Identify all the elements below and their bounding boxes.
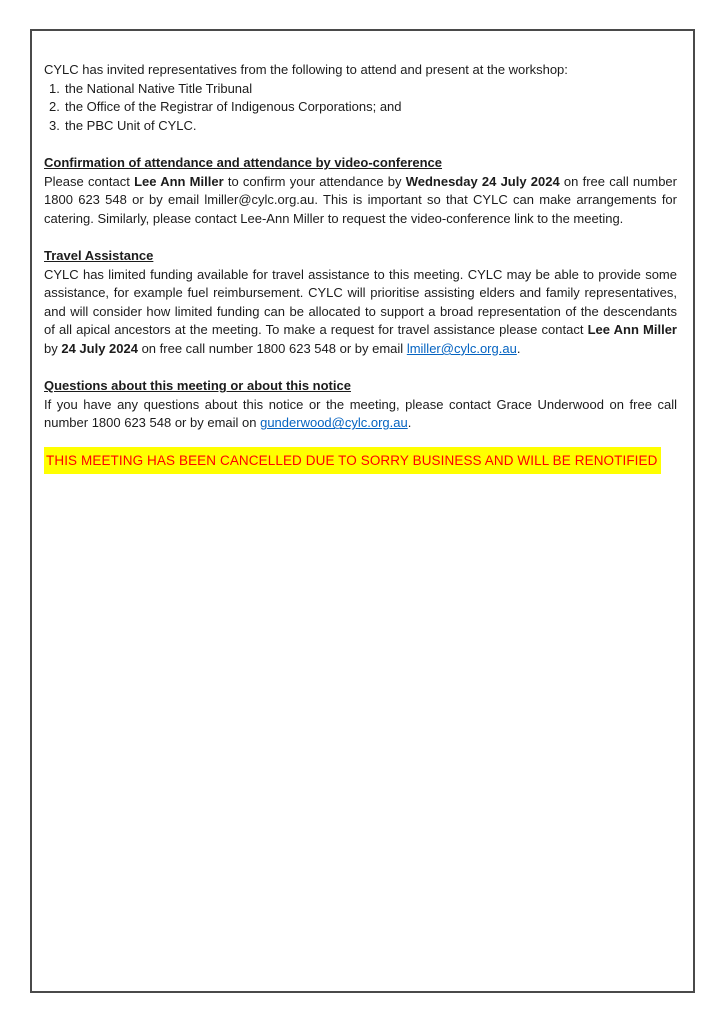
travel-deadline: 24 July 2024 — [61, 340, 138, 356]
page-border — [30, 29, 695, 993]
questions-section — [44, 377, 677, 433]
paragraph-text: If you have any questions about this notice or the meeting, please contact Grace Underwood on free call number 1800 623 548 or by email on — [44, 396, 677, 431]
paragraph-text: . — [516, 340, 521, 356]
list-number: 2. — [49, 99, 60, 115]
confirmation-heading: Confirmation of attendance and attendance by video-conference — [44, 154, 443, 170]
paragraph-text: CYLC has limited funding available for travel assistance to this meeting. CYLC may be able to provide some assistance, for example fuel reimbursement. CYLC will prioritise assisting elders and family representatives, and will consider how limited funding can be allocated to support a broad representation of the descendants of all apical ancestors at the meeting. To make a request for travel assistance please contact — [44, 266, 677, 338]
invitee-item — [44, 117, 677, 136]
travel-paragraph — [44, 266, 677, 359]
list-number: 3. — [49, 117, 60, 133]
invitee-item-label: the Office of the Registrar of Indigenous Corporations; and — [65, 99, 402, 115]
invitee-item — [44, 98, 677, 117]
invitee-item-label: the National Native Title Tribunal — [65, 80, 253, 96]
travel-heading: Travel Assistance — [44, 247, 154, 263]
invitee-item-label: the PBC Unit of CYLC. — [65, 117, 197, 133]
questions-paragraph — [44, 396, 677, 433]
cancellation-banner-text: THIS MEETING HAS BEEN CANCELLED DUE TO SORRY BUSINESS AND WILL BE RENOTIFIED — [44, 447, 661, 474]
email-link-lmiller[interactable]: lmiller@cylc.org.au — [406, 340, 517, 356]
paragraph-text: to confirm your attendance by — [223, 173, 406, 189]
intro-paragraph: CYLC has invited representatives from the following to attend and present at the workshop: — [44, 62, 568, 77]
confirmation-section — [44, 154, 677, 228]
questions-heading: Questions about this meeting or about this notice — [44, 378, 351, 394]
travel-section — [44, 247, 677, 359]
invitee-item — [44, 80, 677, 99]
paragraph-text: on free call number 1800 623 548 or by email lmiller@cylc.org.au. This is important so that CYLC can make arrangements for catering. Similarly, please contact Lee-Ann Miller to request the video-conference link to the meeting. — [44, 173, 677, 226]
rsvp-deadline: Wednesday 24 July 2024 — [405, 173, 560, 189]
contact-name: Lee Ann Miller — [134, 173, 224, 189]
contact-name: Lee Ann Miller — [587, 322, 677, 338]
cancellation-banner — [44, 447, 677, 475]
invitee-list — [44, 80, 677, 136]
confirmation-paragraph — [44, 173, 677, 229]
paragraph-text: on free call number 1800 623 548 or by email — [137, 340, 407, 356]
paragraph-text: by — [44, 340, 62, 356]
list-number: 1. — [49, 80, 60, 96]
email-link-gunderwood[interactable]: gunderwood@cylc.org.au — [260, 415, 408, 431]
paragraph-text: . — [407, 415, 412, 431]
paragraph-text: Please contact — [44, 173, 135, 189]
